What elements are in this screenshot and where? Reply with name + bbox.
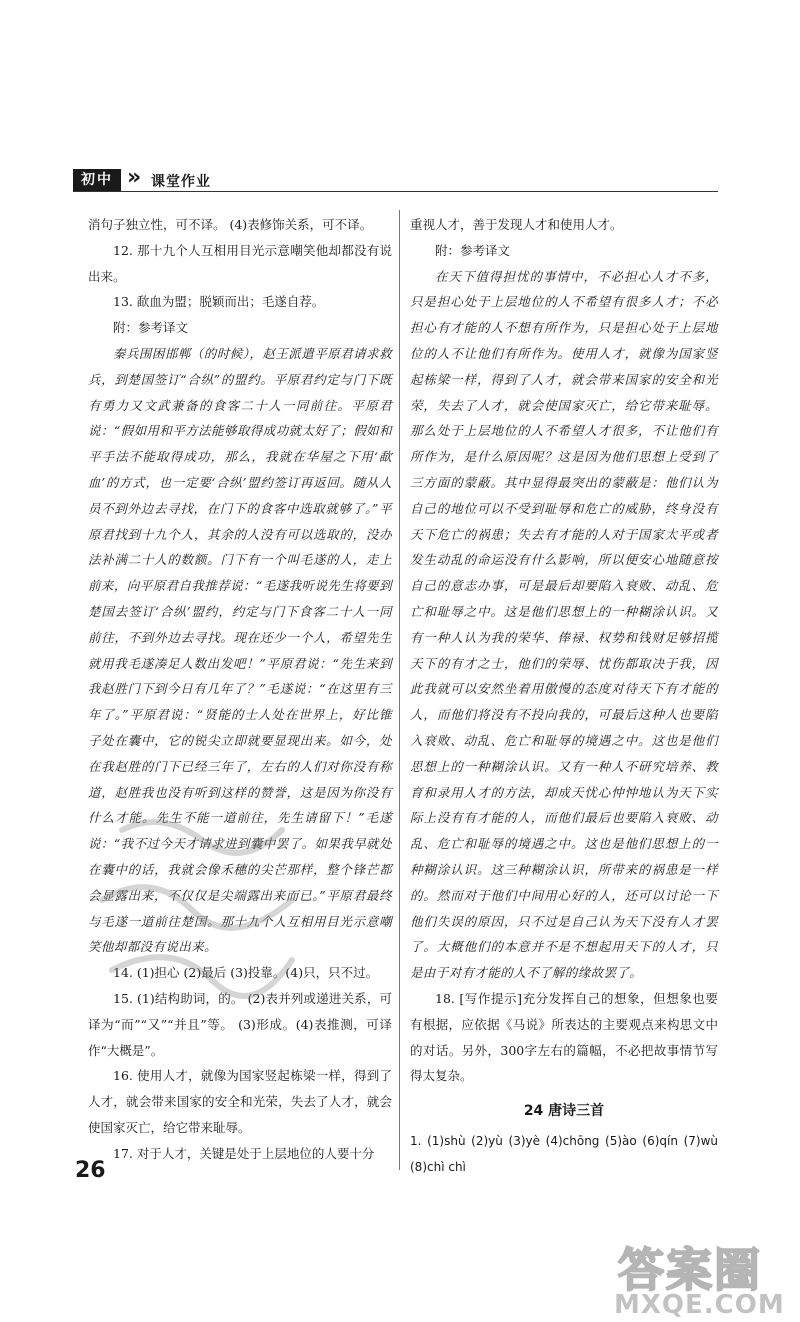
page-header — [73, 155, 718, 191]
left-paragraph: 13. 歃血为盟；脱颖而出；毛遂自荐。 — [113, 294, 325, 310]
header-badge: 初中 — [73, 169, 121, 191]
column-divider — [399, 210, 400, 1170]
right-paragraph: 附：参考译文 — [435, 242, 511, 258]
chevron-icon: » — [127, 165, 134, 190]
right-paragraph: 在天下值得担忧的事情中，不必担心人才不多，只是担心处于上层地位的人不希望有很多人才；不必担心有才能的人不想有所作为，只是担心处于上层地位的人不让他们有所作为。使用人才，就像为国家竖起栋梁一样，得到了人才，就会带来国家的安全和光荣，失去了人才，就会使国家灭亡，给它带来耻辱。那么处于上层地位的人不希望人才很多，不让他们有所作为，是什么原因呢？这是因为他们思想上受到了三方面的蒙蔽。其中显得最突出的蒙蔽是：他们认为自己的地位可以不受到耻辱和危亡的威胁，终身没有天下危亡的祸患；失去有才能的人对于国家太平或者发生动乱的命运没有什么影响，所以便安心地随意按自己的意志办事，可是最后却要陷入衰败、动乱、危亡和耻辱之中。这是他们思想上的一种糊涂认识。又有一种人认为我的荣华、俸禄、权势和钱财足够招揽天下的有才之士，他们的荣辱、忧伤都取决于我，因此我就可以安然坐着用傲慢的态度对待天下有才能的人，而他们将没有不投向我的，可最后这种人也要陷入衰败、动乱、危亡和耻辱的境遇之中。这也是他们思想上的一种糊涂认识。又有一种人不研究培养、教育和录用人才的方法，却成天忧心忡忡地认为天下实际上没有有才能的人，而他们最后也要陷入衰败、动乱、危亡和耻辱的境遇之中。这也是他们思想上的一种糊涂认识。这三种糊涂认识，所带来的祸患是一样的。然而对于他们中间用心好的人，还可以讨论一下他们失误的原因，只不过是自己认为天下没有人才罢了。大概他们的本意并不是不想起用天下的人才，只是由于对有才能的人不了解的缘故罢了。 — [410, 268, 718, 981]
right-paragraph: 18. [写作提示]充分发挥自己的想象，但想象也要有根据，应依据《马说》所表达的主要观点来构思文中的对话。另外，300字左右的篇幅，不必把故事情节写得太复杂。 — [410, 990, 718, 1084]
header-rule — [73, 191, 718, 192]
left-paragraph: 16. 使用人才，就像为国家竖起栋梁一样，得到了人才，就会带来国家的安全和光荣，失去了人才，就会使国家灭亡，给它带来耻辱。 — [88, 1068, 392, 1135]
left-paragraph: 17. 对于人才，关键是处于上层地位的人要十分 — [113, 1145, 375, 1161]
left-paragraph: 14. (1)担心 (2)最后 (3)投靠。(4)只，只不过。 — [113, 965, 379, 981]
pinyin-answer: 1. (1)shù (2)yù (3)yè (4)chōng (5)ào (6)qín (7)wù (8)chì chì — [410, 1133, 718, 1174]
right-column — [410, 212, 718, 1180]
left-paragraph: 附：参考译文 — [113, 320, 189, 336]
section-title: 24 唐诗三首 — [523, 1103, 605, 1120]
right-paragraph: 重视人才，善于发现人才和使用人才。 — [410, 217, 623, 232]
left-paragraph: 消句子独立性，可不译。 (4)表修饰关系，可不译。 — [88, 217, 373, 232]
watermark-url: MXQE.COM — [614, 1290, 785, 1320]
left-paragraph: 15. (1)结构助词，的。 (2)表并列或递进关系，可译为“而”“又”“并且”等。 (3)形成。(4)表推测，可译作“大概是”。 — [88, 990, 392, 1058]
page-number: 26 — [75, 1158, 106, 1183]
left-paragraph: 12. 那十九个人互相用目光示意嘲笑他却都没有说出来。 — [88, 242, 392, 284]
watermark-logo: 答案圈 — [618, 1243, 762, 1297]
left-paragraph: 秦兵围困邯郸（的时候），赵王派遣平原君请求救兵，到楚国签订“合纵”的盟约。平原君约定与门下既有勇力又文武兼备的食客二十人一同前往。平原君说：“假如用和平方法能够取得成功就太好了；假如和平手法不能取得成功，那么，我就在华屋之下用‘歃血’的方式，也一定要‘合纵’盟约签订再返回。随从人员不到外边去寻找，在门下的食客中选取就够了。”平原君找到十九个人，其余的人没有可以选取的，没办法补满二十人的数额。门下有一个叫毛遂的人，走上前来，向平原君自我推荐说：“毛遂我听说先生将要到楚国去签订‘合纵’盟约，约定与门下食客二十人一同前往，不到外边去寻找。现在还少一个人，希望先生就用我毛遂凑足人数出发吧！”平原君说：“先生来到我赵胜门下到今日有几年了？”毛遂说：“在这里有三年了。”平原君说：“贤能的士人处在世界上，好比锥子处在囊中，它的锐尖立即就要显现出来。如今，处在我赵胜的门下已经三年了，左右的人们对你没有称道，赵胜我也没有听到这样的赞誉，这是因为你没有什么才能。先生不能一道前往，先生请留下！”毛遂说：“我不过今天才请求进到囊中罢了。如果我早就处在囊中的话，我就会像禾穗的尖芒那样，整个锋芒都会显露出来，不仅仅是尖端露出来而已。”平原君最终与毛遂一道前往楚国。那十九个人互相用目光示意嘲笑他却都没有说出来。 — [88, 345, 392, 955]
stamp-watermark-icon — [82, 790, 302, 1030]
header-subtitle: 课堂作业 — [151, 174, 211, 190]
